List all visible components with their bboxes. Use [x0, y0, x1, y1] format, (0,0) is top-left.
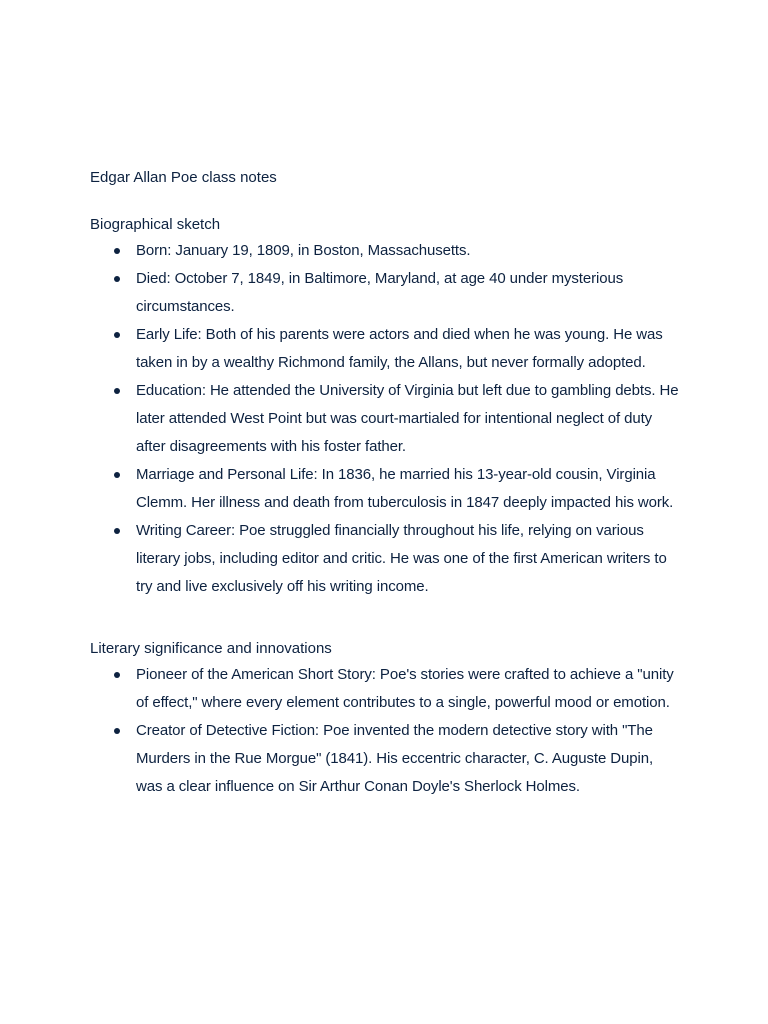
document-title: Edgar Allan Poe class notes — [90, 169, 277, 186]
bullet-icon — [114, 528, 120, 534]
list-item-text: Marriage and Personal Life: In 1836, he married his 13-year-old cousin, Virginia Clemm. Her illness and death from tuberculosis in 1847 deeply impacted his work. — [136, 466, 674, 511]
list-item — [90, 517, 680, 601]
list-item — [90, 237, 680, 265]
list-item — [90, 461, 680, 517]
section-heading-biographical-sketch: Biographical sketch — [90, 216, 221, 233]
list-item — [90, 265, 680, 321]
bullet-icon — [114, 248, 120, 254]
list-item — [90, 321, 680, 377]
list-item-text: Creator of Detective Fiction: Poe invented the modern detective story with "The Murders in the Rue Morgue" (1841). His eccentric character, C. Auguste Dupin, was a clear influence on Sir Arthur Conan Doyle's Sherlock Holmes. — [136, 722, 654, 795]
literary-significance-list — [90, 661, 680, 801]
section-heading-literary-significance: Literary significance and innovations — [90, 640, 332, 657]
bullet-icon — [114, 672, 120, 678]
list-item-text: Early Life: Both of his parents were actors and died when he was young. He was taken in by a wealthy Richmond family, the Allans, but never formally adopted. — [136, 326, 663, 371]
list-item-text: Died: October 7, 1849, in Baltimore, Maryland, at age 40 under mysterious circumstances. — [136, 270, 624, 315]
list-item — [90, 661, 680, 717]
bullet-icon — [114, 276, 120, 282]
document-page — [90, 166, 680, 801]
list-item-text: Pioneer of the American Short Story: Poe's stories were crafted to achieve a "unity of effect," where every element contributes to a single, powerful mood or emotion. — [136, 666, 674, 711]
list-item-text: Writing Career: Poe struggled financially throughout his life, relying on various literary jobs, including editor and critic. He was one of the first American writers to try and live exclusively off his writing income. — [136, 522, 667, 595]
bullet-icon — [114, 728, 120, 734]
list-item — [90, 377, 680, 461]
bullet-icon — [114, 388, 120, 394]
bullet-icon — [114, 332, 120, 338]
list-item — [90, 717, 680, 801]
list-item-text: Born: January 19, 1809, in Boston, Massachusetts. — [136, 242, 471, 259]
biographical-sketch-list — [90, 237, 680, 601]
bullet-icon — [114, 472, 120, 478]
list-item-text: Education: He attended the University of Virginia but left due to gambling debts. He later attended West Point but was court-martialed for intentional neglect of duty after disagreements with his foster father. — [136, 382, 679, 455]
